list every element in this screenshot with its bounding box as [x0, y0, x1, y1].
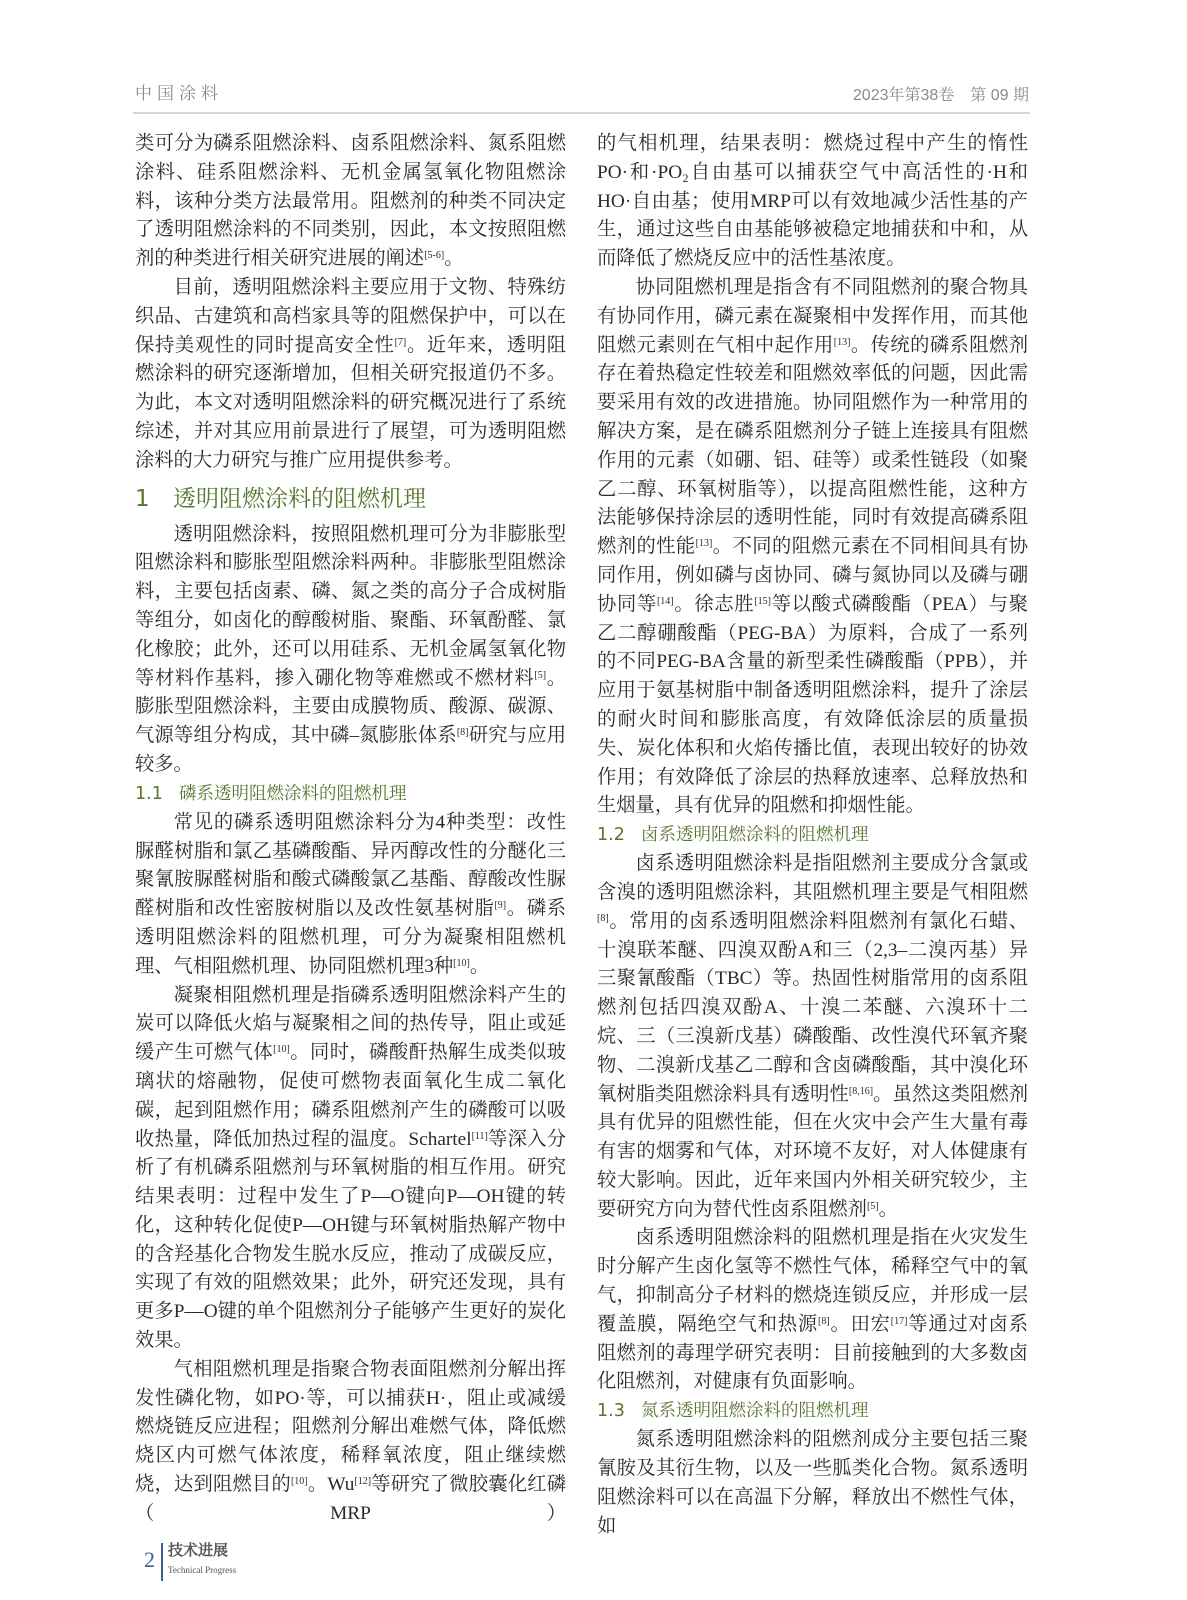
text-run: 。传统的磷系阻燃剂存在着热稳定性较差和阻燃效率低的问题，因此需要采用有效的改进措施。协同阻燃作为一种常用的解决方案，是在磷系阻燃剂分子链上连接具有阻燃作用的元素（如硼、铝、硅等）或柔性链段（如聚乙二醇、环氧树脂等），以提高阻燃性能，这种方法能够保持涂层的透明性能，同时有效提高磷系阻燃剂的性能: [597, 334, 1029, 558]
text-run: 氮系透明阻燃涂料的阻燃剂成分主要包括三聚氰胺及其衍生物，以及一些胍类化合物。氮系透明阻燃涂料可以在高温下分解，释放出不燃性气体，如: [597, 1429, 1028, 1537]
paragraph: [597, 1426, 1028, 1541]
text-run: 气相阻燃机理是指聚合物表面阻燃剂分解出挥发性磷化物，如PO·等，可以捕获H·，阻止或减缓燃烧链反应进程；阻燃剂分解出难燃气体，降低燃烧区内可燃气体浓度，稀释氧浓度，阻止继续燃烧，达到阻燃目的: [135, 1358, 566, 1496]
citation: [5]: [534, 669, 547, 681]
text-run: 等通过对卤系阻燃剂的毒理学研究表明：目前接触到的大多数卤化阻燃剂，对健康有负面影响。: [597, 1313, 1029, 1393]
page-number: 2: [144, 1547, 155, 1572]
paragraph: [135, 274, 566, 476]
citation: [8,16]: [848, 1085, 874, 1097]
subsection-heading: [597, 821, 1028, 850]
citation: [14]: [656, 595, 674, 607]
right-column: [597, 130, 1028, 1541]
paragraph: [135, 521, 566, 780]
citation: [5]: [866, 1200, 879, 1212]
text-run: 。田宏: [829, 1313, 891, 1335]
text-run: 研究与应用较多。: [135, 725, 567, 775]
citation: [17]: [890, 1315, 908, 1327]
heading-title: 磷系透明阻燃涂料的阻燃机理: [179, 783, 407, 804]
text-run: 。近年来，透明阻燃涂料的研究逐渐增加，但相关研究报道仍不多。为此，本文对透明阻燃涂料的研究概况进行了系统综述，并对其应用前景进行了展望，可为透明阻燃涂料的大力研究与推广应用提供参考。: [135, 334, 567, 471]
journal-name: 中国涂料: [135, 84, 223, 104]
text-run: 。常用的卤系透明阻燃涂料阻燃剂有氯化石蜡、十溴联苯醚、四溴双酚A和三（2,3–二溴丙基）异三聚氰酸酯（TBC）等。热固性树脂常用的卤系阻燃剂包括四溴双酚A、十溴二苯醚、六溴环十二烷、三（三溴新戊基）磷酸酯、改性溴代环氧齐聚物、二溴新戊基乙二醇和含卤磷酸酯，其中溴化环氧树脂类阻燃涂料具有透明性: [597, 910, 1028, 1105]
text-run: 目前，透明阻燃涂料主要应用于文物、特殊纺织品、古建筑和高档家具等的阻燃保护中，可以在保持美观性的同时提高安全性: [135, 276, 566, 356]
heading-title: 透明阻燃涂料的阻燃机理: [173, 485, 426, 512]
paragraph: [135, 809, 566, 982]
text-run: 等研究了微胶囊化红磷（MRP）: [135, 1474, 567, 1524]
citation: [10]: [273, 1044, 290, 1056]
citation: [8]: [456, 727, 469, 739]
citation: [8]: [818, 1315, 830, 1327]
header-divider: [133, 112, 1030, 114]
issue-info: 2023年第38卷 第 09 期: [852, 87, 1029, 104]
citation: [10]: [453, 957, 470, 969]
subsection-heading: [597, 1397, 1028, 1426]
citation: [15]: [754, 595, 771, 607]
paragraph: [135, 130, 566, 274]
heading-number: 1.3: [597, 1401, 625, 1422]
text-run: 。: [878, 1198, 898, 1220]
paragraph: [135, 982, 566, 1356]
paragraph: [597, 274, 1028, 821]
text-run: 等深入分析了有机磷系阻燃剂与环氧树脂的相互作用。研究结果表明：过程中发生了P—O键向P—OH键的转化，这种转化促使P—OH键与环氧树脂热解产物中的含羟基化合物发生脱水反应，推动了成碳反应，实现了有效的阻燃效果；此外，研究还发现，具有更多P—O键的单个阻燃剂分子能够产生更好的炭化效果。: [135, 1128, 567, 1352]
heading-title: 氮系透明阻燃涂料的阻燃机理: [641, 1401, 869, 1422]
citation: [10]: [290, 1476, 308, 1488]
paragraph: [597, 130, 1028, 274]
footer-divider: [161, 1543, 163, 1581]
subsection-heading: [135, 780, 566, 809]
citation: [13]: [695, 538, 713, 550]
citation: [13]: [833, 336, 851, 348]
paragraph: [135, 1356, 566, 1529]
paragraph: [597, 850, 1028, 1224]
text-run: 卤系透明阻燃涂料是指阻燃剂主要成分含氯或含溴的透明阻燃涂料，其阻燃机理主要是气相阻燃: [597, 853, 1028, 903]
text-run: 类可分为磷系阻燃涂料、卤系阻燃涂料、氮系阻燃涂料、硅系阻燃涂料、无机金属氢氧化物阻燃涂料，该种分类方法最常用。阻燃剂的种类不同决定了透明阻燃涂料的不同类别，因此，本文按照阻燃剂的种类进行相关研究进展的阐述: [135, 133, 566, 270]
heading-number: 1.1: [135, 783, 163, 804]
text-run: 等以酸式磷酸酯（PEA）与聚乙二醇硼酸酯（PEG-BA）为原料，合成了一系列的不同PEG-BA含量的新型柔性磷酸酯（PPB），并应用于氨基树脂中制备透明阻燃涂料，提升了涂层的耐火时间和膨胀高度，有效降低涂层的质量损失、炭化体积和火焰传播比值，表现出较好的协效作用；有效降低了涂层的热释放速率、总释放热和生烟量，具有优异的阻燃和抑烟性能。: [597, 593, 1028, 817]
citation: [11]: [471, 1130, 488, 1142]
heading-number: 1.2: [597, 825, 625, 846]
text-run: 凝聚相阻燃机理是指磷系透明阻燃涂料产生的炭可以降低火焰与凝聚相之间的热传导，阻止或延缓产生可燃气体: [135, 984, 566, 1064]
text-run: 。磷系透明阻燃涂料的阻燃机理，可分为凝聚相阻燃机理、气相阻燃机理、协同阻燃机理3种: [135, 898, 567, 977]
citation: [12]: [354, 1476, 372, 1488]
section-heading: [135, 482, 566, 516]
left-column: [135, 130, 566, 1529]
heading-number: 1: [135, 485, 150, 512]
text-run: 。膨胀型阻燃涂料，主要由成膜物质、酸源、碳源、气源等组分构成，其中磷–氮膨胀体系: [135, 667, 566, 747]
citation: [8]: [597, 912, 609, 924]
text-run: 的气相机理，结果表明：燃烧过程中产生的惰性PO·和·PO₂自由基可以捕获空气中高活性的·H和HO·自由基；使用MRP可以有效地减少活性基的产生，通过这些自由基能够被稳定地捕获和中和，从而降低了燃烧反应中的活性基浓度。: [597, 133, 1028, 270]
citation: [5-6]: [424, 250, 445, 262]
section-title-english: Technical Progress: [168, 1565, 237, 1575]
text-run: 。Wu: [307, 1474, 355, 1496]
text-run: 常见的磷系透明阻燃涂料分为4种类型：改性脲醛树脂和氯乙基磷酸酯、异丙醇改性的分醚化三聚氰胺脲醛树脂和酸式磷酸氯乙基酯、醇酸改性脲醛树脂和改性密胺树脂以及改性氨基树脂: [135, 811, 566, 920]
citation: [9]: [494, 900, 507, 912]
text-run: 。虽然这类阻燃剂具有优异的阻燃性能，但在火灾中会产生大量有毒有害的烟雾和气体，对环境不友好，对人体健康有较大影响。因此，近年来国内外相关研究较少，主要研究方向为替代性卤系阻燃剂: [597, 1083, 1029, 1220]
text-run: 。: [444, 248, 464, 270]
text-run: 协同阻燃机理是指含有不同阻燃剂的聚合物具有协同作用，磷元素在凝聚相中发挥作用，而其他阻燃元素则在气相中起作用: [597, 276, 1028, 356]
citation: [7]: [394, 336, 407, 348]
heading-title: 卤系透明阻燃涂料的阻燃机理: [641, 825, 869, 846]
text-run: 。徐志胜: [673, 593, 755, 615]
text-run: 。同时，磷酸酐热解生成类似玻璃状的熔融物，促使可燃物表面氧化生成二氧化碳，起到阻燃作用；磷系阻燃剂产生的磷酸可以吸收热量，降低加热过程的温度。Schartel: [135, 1042, 566, 1150]
page-footer: [144, 1541, 344, 1585]
text-run: 透明阻燃涂料，按照阻燃机理可分为非膨胀型阻燃涂料和膨胀型阻燃涂料两种。非膨胀型阻燃涂料，主要包括卤素、磷、氮之类的高分子合成树脂等组分，如卤化的醇酸树脂、聚酯、环氧酚醛、氯化橡胶；此外，还可以用硅系、无机金属氢氧化物等材料作基料，掺入硼化物等难燃或不燃材料: [135, 523, 566, 689]
paragraph: [597, 1224, 1028, 1397]
text-run: 。不同的阻燃元素在不同相间具有协同作用，例如磷与卤协同、磷与氮协同以及磷与硼协同等: [597, 536, 1029, 615]
text-run: 。: [469, 955, 490, 977]
section-title: 技术进展: [168, 1541, 229, 1559]
text-run: 卤系透明阻燃涂料的阻燃机理是指在火灾发生时分解产生卤化氢等不燃性气体，稀释空气中的氧气，抑制高分子材料的燃烧连锁反应，并形成一层覆盖膜，隔绝空气和热源: [597, 1227, 1028, 1335]
